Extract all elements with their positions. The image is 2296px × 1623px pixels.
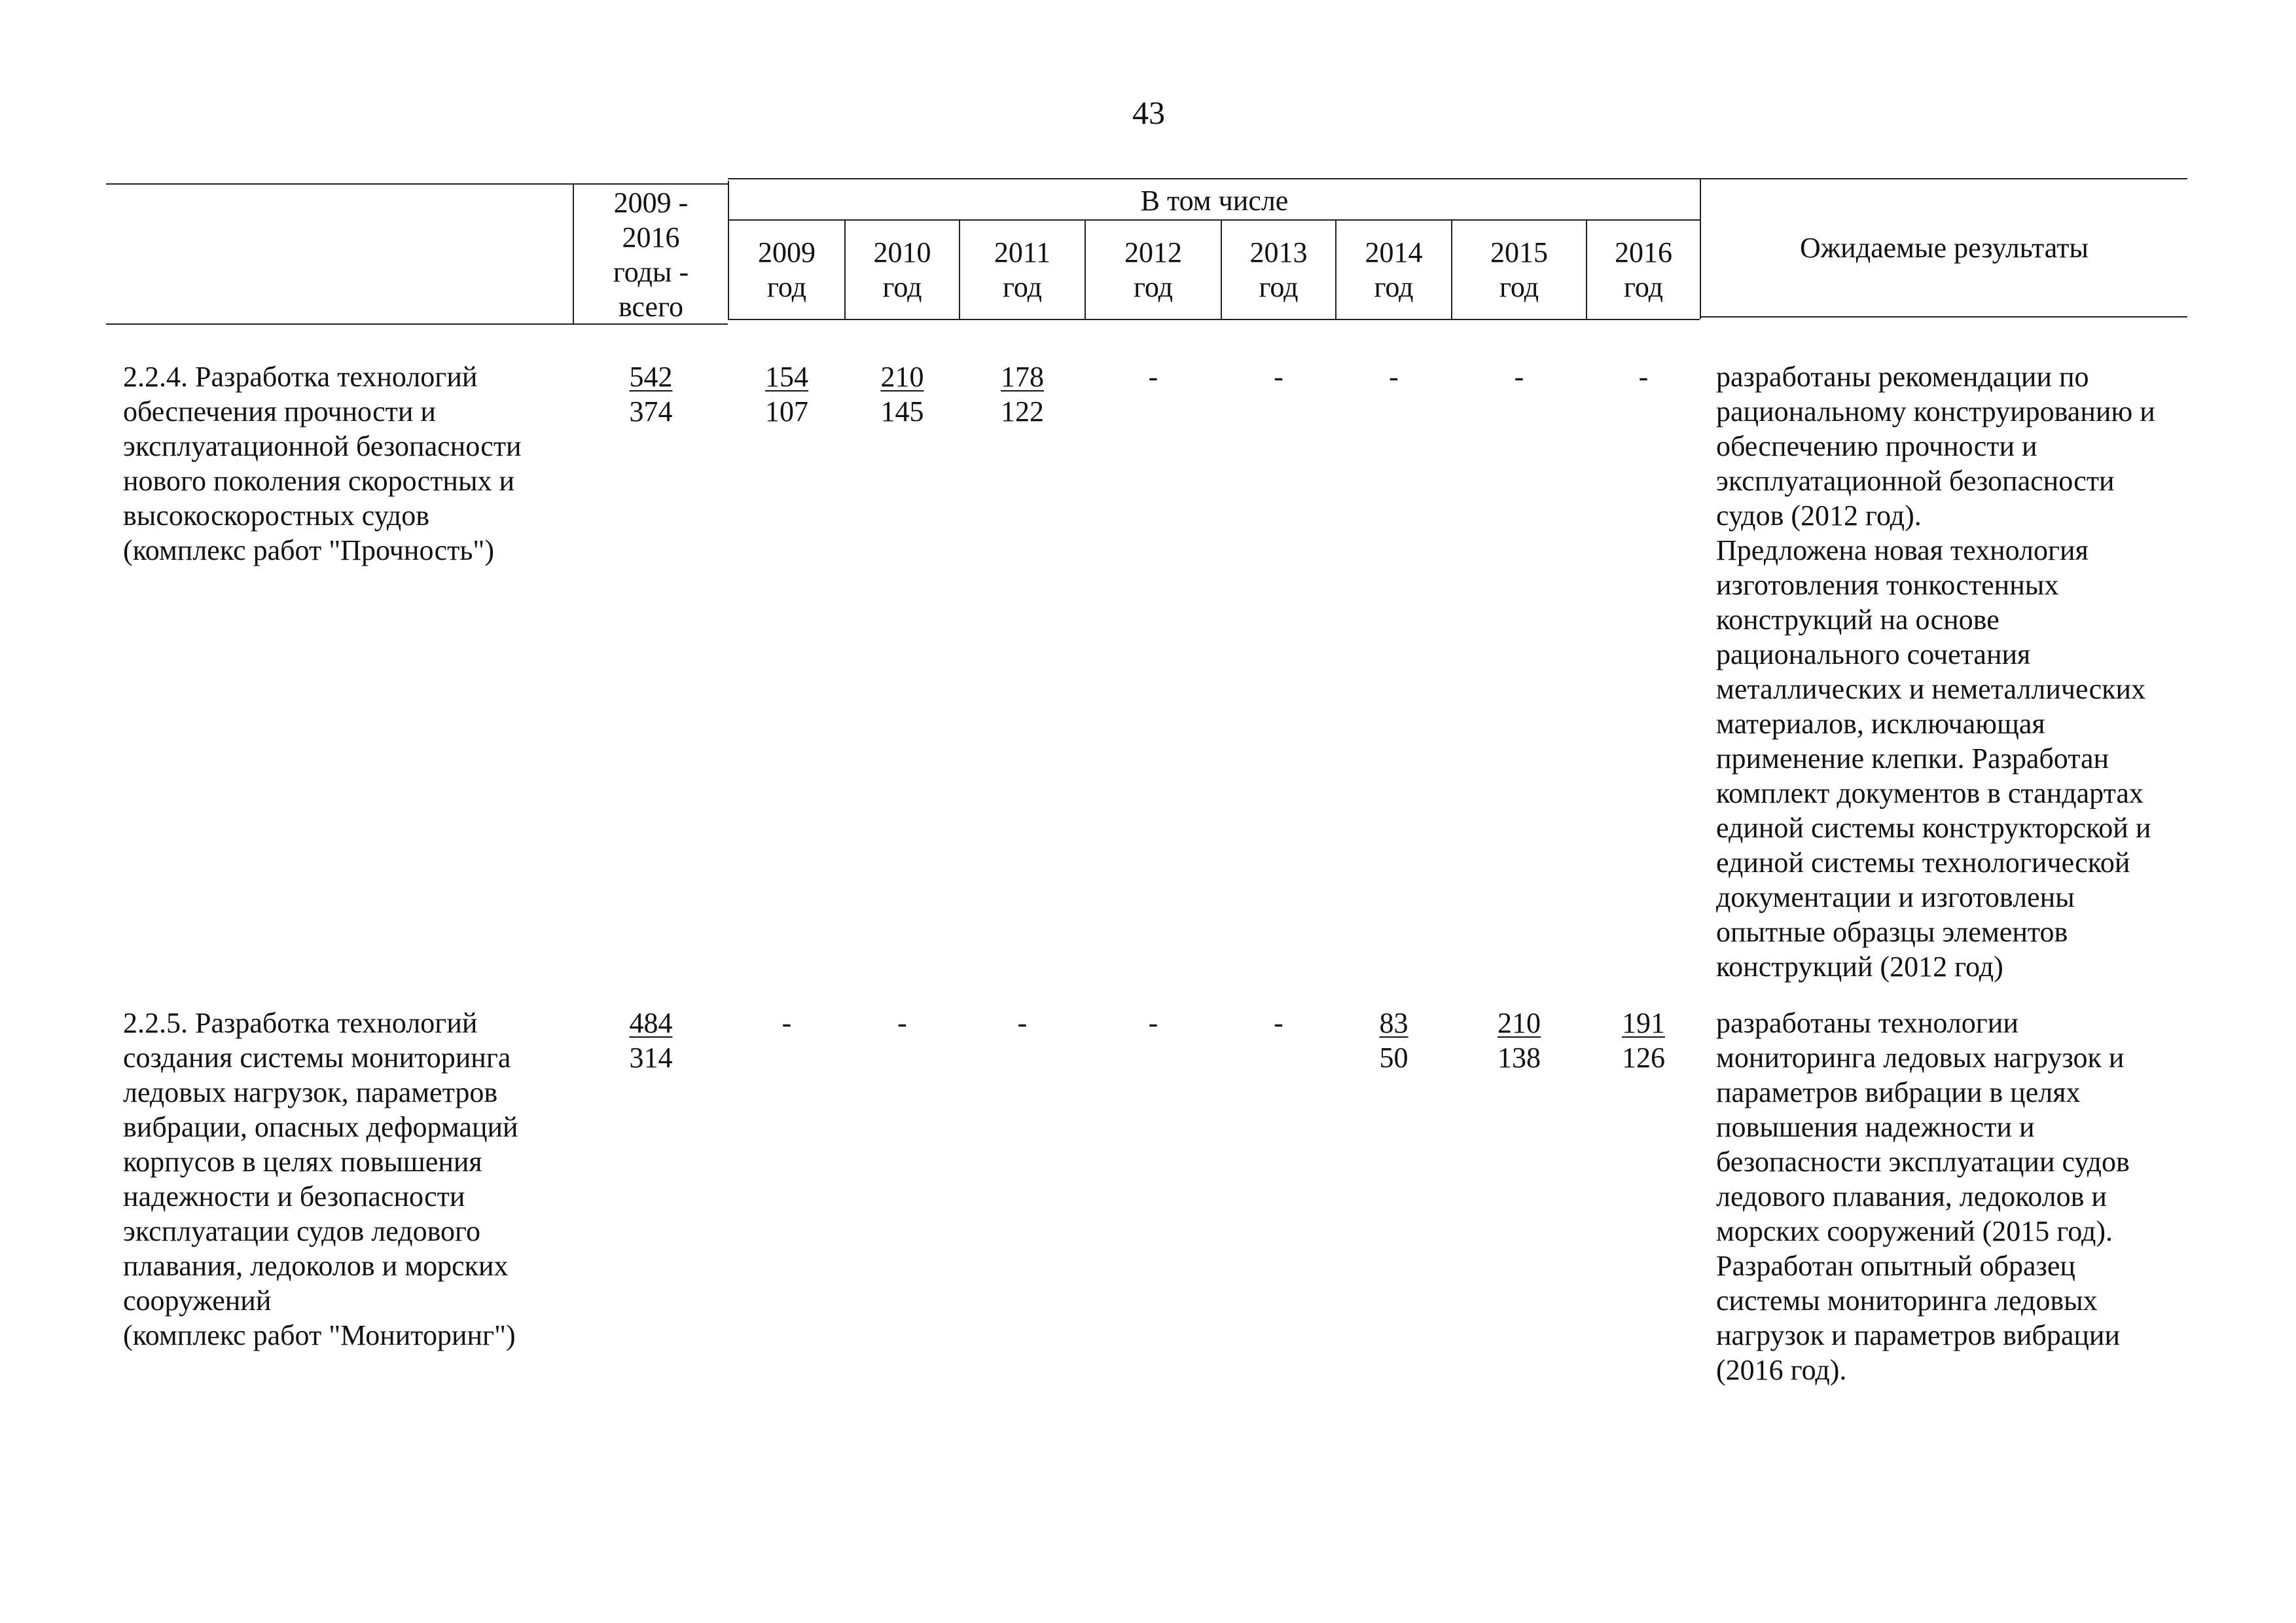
total-top: 542 [629, 361, 673, 393]
total-value [574, 1006, 728, 1075]
header-total: 2009 - 2016 годы - всего [613, 187, 689, 323]
total-bottom: 314 [629, 1042, 673, 1074]
header-year-2010: 2010 год [873, 236, 931, 303]
year-value-2015: - [1514, 361, 1524, 393]
year-value-2015: 210 138 [1498, 1007, 1541, 1074]
header-bottom-line-right [1700, 316, 2187, 318]
header-year-2009: 2009 год [758, 236, 816, 303]
row-name: 2.2.4. Разработка технологий обеспечения прочности и эксплуатационной безопасности нового поколения скоростных и высокоскоростных судов (комплекс работ "Прочность") [123, 361, 522, 566]
year-value-2016: 191 126 [1622, 1007, 1665, 1074]
years-divider-line [728, 219, 1700, 221]
expected-result: разработаны рекомендации по рациональному конструированию и обеспечению прочности и эксплуатационной безопасности судов (2012 год). Предложена новая технология изготовления тонкостенных конструкций на основе рационального сочетания металлических и неметаллических материалов, исключающая применение клепки. Разработан комплект документов в стандартах единой системы конструкторской и единой системы технологической документации и изготовлены опытные образцы элементов конструкций (2012 год) [1716, 361, 2155, 983]
header-including: В том числе [1140, 185, 1289, 217]
header-top-line-right [728, 178, 2187, 179]
year-value-2009: 154 107 [765, 361, 808, 428]
year-value-2012: - [1148, 1007, 1158, 1039]
year-value-2009: - [781, 1007, 792, 1039]
row-name: 2.2.5. Разработка технологий создания системы мониторинга ледовых нагрузок, параметров вибрации, опасных деформаций корпусов в целях повышения надежности и безопасности эксплуатации судов ледового плавания, ледоколов и морских сооружений (комплекс работ "Мониторинг") [123, 1007, 518, 1351]
total-value [574, 359, 728, 429]
year-value-2013: - [1274, 361, 1283, 393]
year-value-2013: - [1274, 1007, 1283, 1039]
header-results: Ожидаемые результаты [1800, 232, 2089, 264]
year-value-2014: 83 50 [1379, 1007, 1408, 1074]
header-year-2011: 2011 год [994, 236, 1051, 303]
year-value-2010: - [897, 1007, 907, 1039]
year-value-2012: - [1148, 361, 1158, 393]
year-value-2014: - [1389, 361, 1399, 393]
page-number: 43 [1132, 94, 1165, 131]
header-year-2015: 2015 год [1490, 236, 1548, 303]
header-year-2014: 2014 год [1365, 236, 1423, 303]
total-bottom: 374 [629, 395, 673, 428]
year-value-2016: - [1638, 361, 1649, 393]
header-bottom-line-mid [728, 319, 1700, 320]
header-year-2013: 2013 год [1249, 236, 1308, 303]
year-value-2011: - [1017, 1007, 1028, 1039]
year-value-2011: 178 122 [1001, 361, 1044, 428]
year-value-2010: 210 145 [880, 361, 924, 428]
total-top: 484 [629, 1007, 673, 1039]
header-top-line-left [106, 183, 728, 185]
header-year-2016: 2016 год [1615, 236, 1672, 303]
expected-result: разработаны технологии мониторинга ледовых нагрузок и параметров вибрации в целях повышения надежности и безопасности эксплуатации судов ледового плавания, ледоколов и морских сооружений (2015 год). Разработан опытный образец системы мониторинга ледовых нагрузок и параметров вибрации (2016 год). [1716, 1007, 2130, 1386]
header-year-2012: 2012 год [1124, 236, 1182, 303]
